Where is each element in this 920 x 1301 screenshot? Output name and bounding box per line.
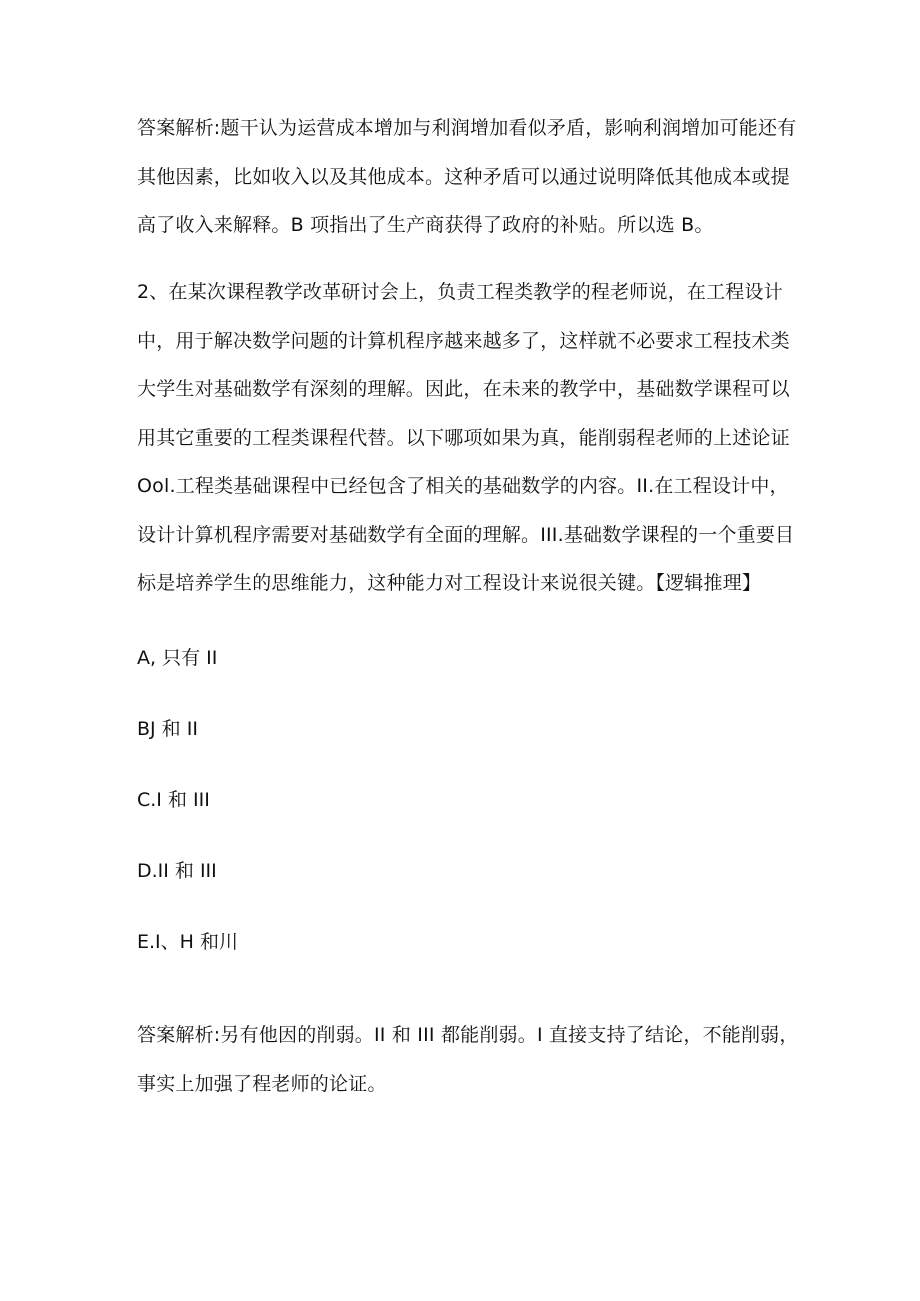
paragraph-line: 中，用于解决数学问题的计算机程序越来越多了，这样就不必要求工程技术类 — [137, 329, 790, 352]
question-2 — [137, 268, 795, 608]
option-a: A, 只有 II — [137, 647, 218, 669]
paragraph-line: 大学生对基础数学有深刻的理解。因此，在未来的教学中，基础数学课程可以 — [137, 378, 790, 400]
option-d: D.II 和 III — [137, 860, 217, 882]
paragraph-line: 答案解析:另有他因的削弱。II 和 III 都能削弱。I 直接支持了结论，不能削弱， — [137, 1024, 799, 1046]
paragraph-line: 设计计算机程序需要对基础数学有全面的理解。III.基础数学课程的一个重要目 — [137, 523, 795, 546]
answer-explanation-2 — [137, 1011, 799, 1108]
option-c: C.I 和 III — [137, 789, 210, 811]
paragraph-line: Ool.工程类基础课程中已经包含了相关的基础数学的内容。II.在工程设计中， — [137, 475, 789, 497]
paragraph-line: 事实上加强了程老师的论证。 — [137, 1072, 387, 1095]
answer-explanation-1 — [137, 104, 797, 250]
paragraph-line: 2、在某次课程教学改革研讨会上，负责工程类教学的程老师说，在工程设计 — [137, 281, 783, 303]
paragraph-line: 答案解析:题干认为运营成本增加与利润增加看似矛盾，影响利润增加可能还有 — [137, 117, 797, 139]
paragraph-line: 高了收入来解释。B 项指出了生产商获得了政府的补贴。所以选 B。 — [137, 214, 714, 236]
paragraph-line: 用其它重要的工程类课程代替。以下哪项如果为真，能削弱程老师的上述论证 — [137, 426, 790, 449]
option-e: E.I、H 和川 — [137, 931, 238, 953]
option-b: BJ 和 II — [137, 718, 198, 740]
paragraph-line: 其他因素，比如收入以及其他成本。这种矛盾可以通过说明降低其他成本或提 — [137, 165, 790, 188]
paragraph-line: 标是培养学生的思维能力，这种能力对工程设计来说很关键。【逻辑推理】 — [137, 572, 762, 594]
